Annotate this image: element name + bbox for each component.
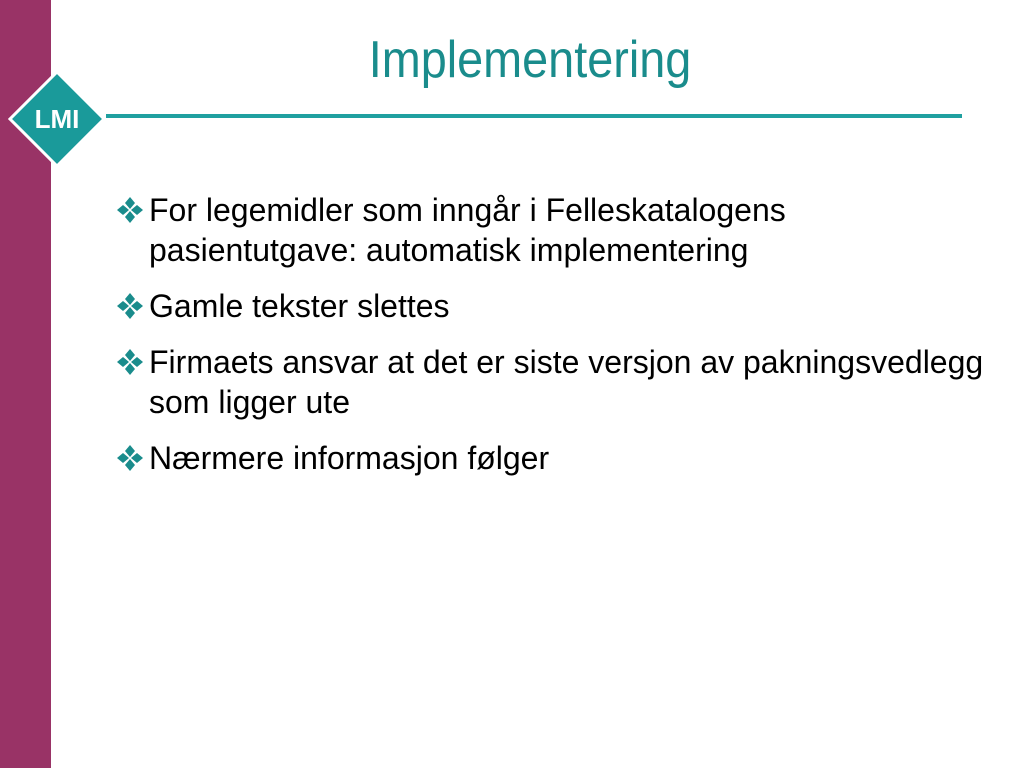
- bullet-text: Nærmere informasjon følger: [149, 440, 550, 476]
- bullet-item: [116, 342, 986, 422]
- bullet-item: [116, 286, 986, 326]
- slide-title: Implementering: [368, 31, 692, 89]
- bullet-text: For legemidler som inngår i Felleskatalogens pasientutgave: automatisk implementering: [149, 192, 786, 268]
- four-diamond-bullet-icon: [116, 348, 144, 376]
- logo-text: LMI: [34, 104, 80, 134]
- four-diamond-bullet-icon: [116, 444, 144, 472]
- bullet-text: Gamle tekster slettes: [149, 288, 450, 324]
- bullet-list: [116, 190, 986, 494]
- four-diamond-bullet-icon: [116, 292, 144, 320]
- bullet-item: [116, 190, 986, 270]
- bullet-item: [116, 438, 986, 478]
- four-diamond-bullet-icon: [116, 196, 144, 224]
- lmi-logo: [8, 70, 106, 168]
- title-divider: [106, 114, 962, 118]
- bullet-text: Firmaets ansvar at det er siste versjon av pakningsvedlegg som ligger ute: [149, 344, 984, 420]
